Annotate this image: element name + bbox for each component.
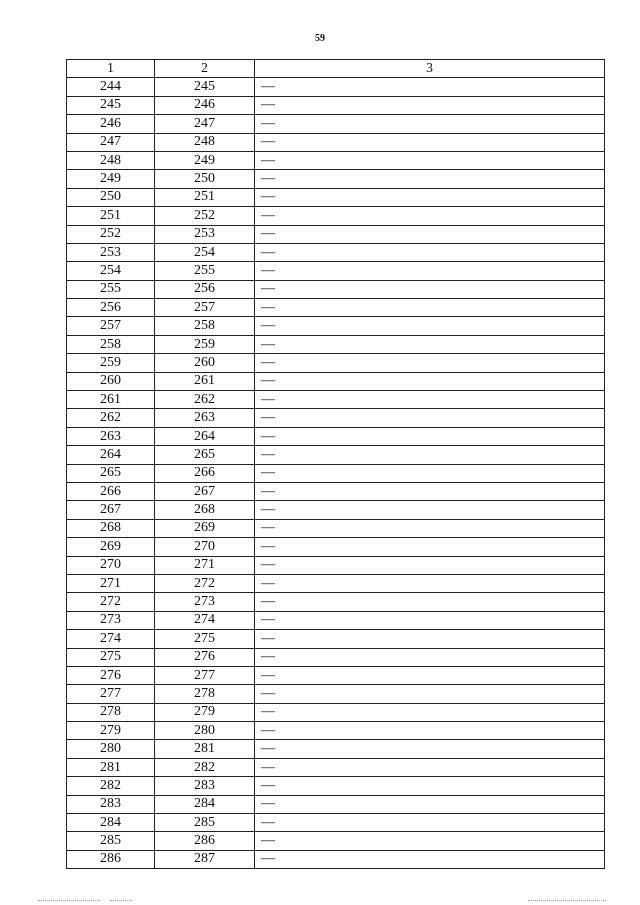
cell-col-1: 255 xyxy=(67,280,155,298)
cell-col-3: — xyxy=(255,170,605,188)
table-row xyxy=(67,446,605,464)
cell-col-3: — xyxy=(255,630,605,648)
cell-col-1: 251 xyxy=(67,207,155,225)
page-number: 59 xyxy=(315,33,325,44)
cell-col-1: 271 xyxy=(67,574,155,592)
cell-col-3: — xyxy=(255,482,605,500)
cell-col-2: 276 xyxy=(155,648,255,666)
cell-col-2: 245 xyxy=(155,78,255,96)
cell-col-1: 245 xyxy=(67,96,155,114)
cell-col-3: — xyxy=(255,832,605,850)
table-row xyxy=(67,207,605,225)
cell-col-2: 256 xyxy=(155,280,255,298)
cell-col-2: 258 xyxy=(155,317,255,335)
table-row xyxy=(67,814,605,832)
table-row xyxy=(67,170,605,188)
cell-col-2: 282 xyxy=(155,758,255,776)
cell-col-3: — xyxy=(255,538,605,556)
table-row xyxy=(67,96,605,114)
cell-col-1: 247 xyxy=(67,133,155,151)
table-header xyxy=(67,60,605,78)
table-row xyxy=(67,427,605,445)
table-row xyxy=(67,354,605,372)
table-row xyxy=(67,280,605,298)
table-row xyxy=(67,299,605,317)
cell-col-3: — xyxy=(255,611,605,629)
cell-col-2: 252 xyxy=(155,207,255,225)
cell-col-3: — xyxy=(255,574,605,592)
table-row xyxy=(67,464,605,482)
footer-mark-right xyxy=(528,900,606,902)
cell-col-2: 254 xyxy=(155,243,255,261)
cell-col-1: 248 xyxy=(67,151,155,169)
cell-col-1: 265 xyxy=(67,464,155,482)
cell-col-2: 284 xyxy=(155,795,255,813)
cell-col-1: 267 xyxy=(67,501,155,519)
cell-col-1: 264 xyxy=(67,446,155,464)
table-row xyxy=(67,795,605,813)
table-row xyxy=(67,832,605,850)
table-row xyxy=(67,151,605,169)
table-row xyxy=(67,335,605,353)
cell-col-3: — xyxy=(255,501,605,519)
cell-col-3: — xyxy=(255,556,605,574)
cell-col-1: 270 xyxy=(67,556,155,574)
table-row xyxy=(67,593,605,611)
cell-col-3: — xyxy=(255,335,605,353)
cell-col-3: — xyxy=(255,96,605,114)
cell-col-2: 272 xyxy=(155,574,255,592)
cell-col-2: 287 xyxy=(155,850,255,868)
cell-col-1: 269 xyxy=(67,538,155,556)
cell-col-3: — xyxy=(255,648,605,666)
cell-col-1: 259 xyxy=(67,354,155,372)
cell-col-3: — xyxy=(255,409,605,427)
cell-col-2: 279 xyxy=(155,703,255,721)
table-row xyxy=(67,648,605,666)
cell-col-2: 278 xyxy=(155,685,255,703)
table-row xyxy=(67,574,605,592)
data-table xyxy=(66,59,605,869)
cell-col-2: 275 xyxy=(155,630,255,648)
cell-col-1: 250 xyxy=(67,188,155,206)
table-row xyxy=(67,501,605,519)
cell-col-2: 266 xyxy=(155,464,255,482)
table-row xyxy=(67,666,605,684)
cell-col-1: 284 xyxy=(67,814,155,832)
cell-col-3: — xyxy=(255,593,605,611)
cell-col-2: 257 xyxy=(155,299,255,317)
cell-col-3: — xyxy=(255,703,605,721)
cell-col-1: 283 xyxy=(67,795,155,813)
cell-col-1: 285 xyxy=(67,832,155,850)
table-row xyxy=(67,519,605,537)
cell-col-3: — xyxy=(255,207,605,225)
cell-col-1: 263 xyxy=(67,427,155,445)
table-row xyxy=(67,556,605,574)
footer-mark-left-small xyxy=(110,900,132,902)
cell-col-3: — xyxy=(255,280,605,298)
table-row xyxy=(67,850,605,868)
cell-col-3: — xyxy=(255,299,605,317)
cell-col-3: — xyxy=(255,795,605,813)
cell-col-3: — xyxy=(255,133,605,151)
cell-col-1: 281 xyxy=(67,758,155,776)
cell-col-1: 279 xyxy=(67,722,155,740)
table-row xyxy=(67,78,605,96)
table-body xyxy=(67,78,605,869)
cell-col-2: 249 xyxy=(155,151,255,169)
cell-col-2: 264 xyxy=(155,427,255,445)
cell-col-3: — xyxy=(255,115,605,133)
cell-col-2: 285 xyxy=(155,814,255,832)
cell-col-1: 252 xyxy=(67,225,155,243)
table-row xyxy=(67,372,605,390)
cell-col-3: — xyxy=(255,391,605,409)
cell-col-1: 258 xyxy=(67,335,155,353)
table-row xyxy=(67,115,605,133)
cell-col-1: 274 xyxy=(67,630,155,648)
cell-col-3: — xyxy=(255,427,605,445)
cell-col-2: 269 xyxy=(155,519,255,537)
table-row xyxy=(67,409,605,427)
table-row xyxy=(67,630,605,648)
column-header-1: 1 xyxy=(67,60,155,78)
table-row xyxy=(67,391,605,409)
cell-col-3: — xyxy=(255,78,605,96)
column-header-2: 2 xyxy=(155,60,255,78)
cell-col-2: 261 xyxy=(155,372,255,390)
cell-col-1: 254 xyxy=(67,262,155,280)
table-row xyxy=(67,188,605,206)
cell-col-1: 261 xyxy=(67,391,155,409)
cell-col-3: — xyxy=(255,372,605,390)
cell-col-1: 277 xyxy=(67,685,155,703)
cell-col-2: 277 xyxy=(155,666,255,684)
cell-col-3: — xyxy=(255,262,605,280)
cell-col-3: — xyxy=(255,354,605,372)
cell-col-1: 256 xyxy=(67,299,155,317)
cell-col-3: — xyxy=(255,243,605,261)
cell-col-1: 276 xyxy=(67,666,155,684)
cell-col-2: 247 xyxy=(155,115,255,133)
table-row xyxy=(67,538,605,556)
cell-col-2: 270 xyxy=(155,538,255,556)
cell-col-2: 253 xyxy=(155,225,255,243)
cell-col-3: — xyxy=(255,685,605,703)
table-row xyxy=(67,243,605,261)
cell-col-2: 255 xyxy=(155,262,255,280)
cell-col-3: — xyxy=(255,464,605,482)
cell-col-3: — xyxy=(255,722,605,740)
cell-col-1: 249 xyxy=(67,170,155,188)
footer-mark-left xyxy=(38,900,100,902)
cell-col-2: 260 xyxy=(155,354,255,372)
cell-col-2: 259 xyxy=(155,335,255,353)
cell-col-2: 262 xyxy=(155,391,255,409)
column-header-3: 3 xyxy=(255,60,605,78)
cell-col-1: 257 xyxy=(67,317,155,335)
cell-col-3: — xyxy=(255,519,605,537)
table-row xyxy=(67,722,605,740)
cell-col-2: 271 xyxy=(155,556,255,574)
cell-col-1: 262 xyxy=(67,409,155,427)
cell-col-1: 275 xyxy=(67,648,155,666)
cell-col-2: 274 xyxy=(155,611,255,629)
cell-col-1: 272 xyxy=(67,593,155,611)
cell-col-2: 273 xyxy=(155,593,255,611)
cell-col-1: 260 xyxy=(67,372,155,390)
cell-col-1: 244 xyxy=(67,78,155,96)
cell-col-3: — xyxy=(255,740,605,758)
table-row xyxy=(67,777,605,795)
cell-col-3: — xyxy=(255,188,605,206)
table-row xyxy=(67,685,605,703)
table-row xyxy=(67,703,605,721)
cell-col-1: 266 xyxy=(67,482,155,500)
cell-col-2: 250 xyxy=(155,170,255,188)
cell-col-2: 280 xyxy=(155,722,255,740)
cell-col-2: 283 xyxy=(155,777,255,795)
cell-col-2: 265 xyxy=(155,446,255,464)
cell-col-3: — xyxy=(255,446,605,464)
cell-col-1: 278 xyxy=(67,703,155,721)
cell-col-1: 268 xyxy=(67,519,155,537)
cell-col-2: 286 xyxy=(155,832,255,850)
cell-col-3: — xyxy=(255,666,605,684)
cell-col-1: 273 xyxy=(67,611,155,629)
cell-col-3: — xyxy=(255,758,605,776)
table-row xyxy=(67,133,605,151)
cell-col-2: 263 xyxy=(155,409,255,427)
footer-scan-marks xyxy=(0,900,640,903)
cell-col-3: — xyxy=(255,777,605,795)
table-row xyxy=(67,317,605,335)
cell-col-3: — xyxy=(255,317,605,335)
cell-col-3: — xyxy=(255,225,605,243)
cell-col-2: 267 xyxy=(155,482,255,500)
table-row xyxy=(67,611,605,629)
cell-col-1: 280 xyxy=(67,740,155,758)
cell-col-3: — xyxy=(255,814,605,832)
table-row xyxy=(67,758,605,776)
table-row xyxy=(67,482,605,500)
cell-col-1: 246 xyxy=(67,115,155,133)
cell-col-2: 251 xyxy=(155,188,255,206)
cell-col-1: 286 xyxy=(67,850,155,868)
cell-col-2: 248 xyxy=(155,133,255,151)
table-row xyxy=(67,225,605,243)
cell-col-1: 253 xyxy=(67,243,155,261)
table-row xyxy=(67,740,605,758)
cell-col-2: 268 xyxy=(155,501,255,519)
cell-col-2: 281 xyxy=(155,740,255,758)
cell-col-3: — xyxy=(255,151,605,169)
table-row xyxy=(67,262,605,280)
cell-col-1: 282 xyxy=(67,777,155,795)
table-header-row xyxy=(67,60,605,78)
cell-col-3: — xyxy=(255,850,605,868)
cell-col-2: 246 xyxy=(155,96,255,114)
